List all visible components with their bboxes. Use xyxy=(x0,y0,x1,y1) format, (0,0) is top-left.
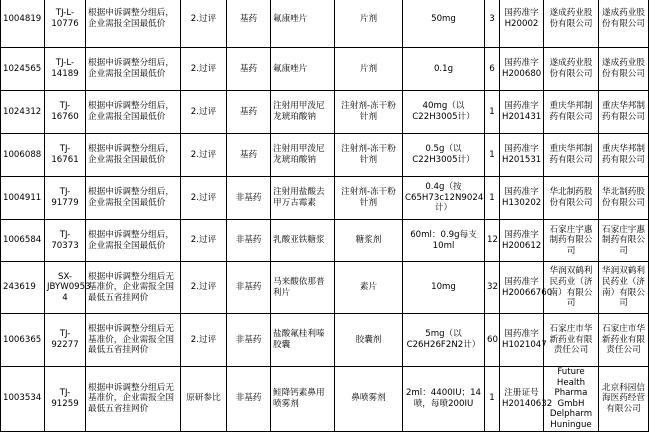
cell-drug-name: 乳酸亚铁糖浆 xyxy=(271,220,335,262)
cell-spec: 40mg（以C22H3005计） xyxy=(403,91,485,134)
cell-license-holder: 石家庄宇惠制药有限公司 xyxy=(599,220,649,262)
table-row xyxy=(1,0,649,48)
cell-id: 1024565 xyxy=(1,48,45,91)
cell-license-holder: 石家庄市华新药业有限责任公司 xyxy=(599,314,649,367)
cell-manufacturer: Future Health Pharma GmbH Delpharm Huningue xyxy=(544,367,599,432)
cell-status: 2.过评 xyxy=(181,0,227,48)
table-row xyxy=(1,91,649,134)
cell-drug-name: 鲑降钙素鼻用喷雾剂 xyxy=(271,367,335,432)
cell-quantity: 1 xyxy=(485,367,500,432)
cell-category: 基药 xyxy=(227,0,271,48)
table-row xyxy=(1,177,649,220)
cell-dosage-form: 注射剂-冻干粉针剂 xyxy=(335,134,403,177)
cell-drug-name: 盐酸氟桂利嗪胶囊 xyxy=(271,314,335,367)
cell-spec: 50mg xyxy=(403,0,485,48)
cell-code: TJ-L-10776 xyxy=(45,0,86,48)
cell-status: 2.过评 xyxy=(181,134,227,177)
cell-id: 1006088 xyxy=(1,134,45,177)
cell-reason: 根据申诉调整分组后无基准价，企业需报全国最低五省挂网价 xyxy=(86,314,181,367)
cell-category: 非基药 xyxy=(227,262,271,314)
cell-dosage-form: 片剂 xyxy=(335,48,403,91)
cell-code: SX-JBYW0953 4 xyxy=(45,262,86,314)
cell-spec: 2ml：4400IU；14喷，每喷200IU xyxy=(403,367,485,432)
cell-category: 基药 xyxy=(227,134,271,177)
cell-spec: 5mg（以C26H26F2N2计） xyxy=(403,314,485,367)
cell-quantity: 1 xyxy=(485,177,500,220)
cell-approval-number: 国药准字H201431 xyxy=(500,91,544,134)
cell-drug-name: 氟康唑片 xyxy=(271,48,335,91)
cell-id: 1004819 xyxy=(1,0,45,48)
cell-approval-number: 国药准字H200612 xyxy=(500,220,544,262)
table-row xyxy=(1,48,649,91)
cell-drug-name: 注射用盐酸去甲万古霉素 xyxy=(271,177,335,220)
cell-reason: 根据申诉调整分组后，企业需报全国最低价 xyxy=(86,48,181,91)
cell-code: TJ-16760 xyxy=(45,91,86,134)
cell-license-holder: 重庆华邦制药有限公司 xyxy=(599,91,649,134)
cell-approval-number: 国药准字H20066760 xyxy=(500,262,544,314)
table-row xyxy=(1,367,649,432)
cell-approval-number: 注册证号H20140632 xyxy=(500,367,544,432)
cell-reason: 根据申诉调整分组后无基准价，企业需报全国最低五省挂网价 xyxy=(86,367,181,432)
cell-code: TJ-16761 xyxy=(45,134,86,177)
cell-manufacturer: 石家庄市华新药业有限责任公司 xyxy=(544,314,599,367)
cell-status: 2.过评 xyxy=(181,220,227,262)
cell-approval-number: 国药准字H200680 xyxy=(500,48,544,91)
cell-approval-number: 国药准字H20002 xyxy=(500,0,544,48)
cell-id: 243619 xyxy=(1,262,45,314)
cell-status: 2.过评 xyxy=(181,91,227,134)
cell-quantity: 1 xyxy=(485,91,500,134)
cell-drug-name: 马来酸依那普利片 xyxy=(271,262,335,314)
cell-dosage-form: 注射剂-冻干粉针剂 xyxy=(335,91,403,134)
cell-license-holder: 重庆华邦制药有限公司 xyxy=(599,134,649,177)
cell-manufacturer: 重庆华邦制药有限公司 xyxy=(544,91,599,134)
cell-approval-number: 国药准字H1021047 xyxy=(500,314,544,367)
cell-category: 基药 xyxy=(227,48,271,91)
cell-quantity: 60 xyxy=(485,314,500,367)
cell-dosage-form: 胶囊剂 xyxy=(335,314,403,367)
cell-dosage-form: 糖浆剂 xyxy=(335,220,403,262)
table-row xyxy=(1,220,649,262)
cell-id: 1006365 xyxy=(1,314,45,367)
cell-manufacturer: 遂成药业股份有限公司 xyxy=(544,0,599,48)
cell-status: 2.过评 xyxy=(181,48,227,91)
cell-id: 1006584 xyxy=(1,220,45,262)
cell-code: TJ-91259 xyxy=(45,367,86,432)
cell-code: TJ-L-14189 xyxy=(45,48,86,91)
cell-dosage-form: 片剂 xyxy=(335,0,403,48)
cell-approval-number: 国药准字H130202 xyxy=(500,177,544,220)
cell-reason: 根据申诉调整分组后，企业需报全国最低价 xyxy=(86,177,181,220)
cell-drug-name: 注射用甲泼尼龙琥珀酸钠 xyxy=(271,134,335,177)
cell-spec: 0.1g xyxy=(403,48,485,91)
cell-code: TJ-70373 xyxy=(45,220,86,262)
cell-category: 非基药 xyxy=(227,220,271,262)
cell-quantity: 1 xyxy=(485,134,500,177)
cell-category: 非基药 xyxy=(227,314,271,367)
cell-code: TJ-91779 xyxy=(45,177,86,220)
cell-manufacturer: 遂成药业股份有限公司 xyxy=(544,48,599,91)
cell-approval-number: 国药准字H201531 xyxy=(500,134,544,177)
cell-reason: 根据申诉调整分组后，企业需报全国最低价 xyxy=(86,220,181,262)
cell-dosage-form: 注射剂-冻干粉针剂 xyxy=(335,177,403,220)
cell-reason: 根据申诉调整分组后，企业需报全国最低价 xyxy=(86,0,181,48)
cell-quantity: 12 xyxy=(485,220,500,262)
cell-id: 1003534 xyxy=(1,367,45,432)
cell-dosage-form: 素片 xyxy=(335,262,403,314)
cell-category: 非基药 xyxy=(227,367,271,432)
cell-reason: 根据申诉调整分组后无基准价，企业需报全国最低五省挂网价 xyxy=(86,262,181,314)
cell-license-holder: 遂成药业股份有限公司 xyxy=(599,48,649,91)
cell-license-holder: 华北制药股份有限公司 xyxy=(599,177,649,220)
table-row xyxy=(1,262,649,314)
cell-manufacturer: 华北制药股份有限公司 xyxy=(544,177,599,220)
cell-code: TJ-92277 xyxy=(45,314,86,367)
cell-category: 非基药 xyxy=(227,177,271,220)
cell-id: 1004911 xyxy=(1,177,45,220)
cell-drug-name: 注射用甲泼尼龙琥珀酸钠 xyxy=(271,91,335,134)
cell-drug-name: 氟康唑片 xyxy=(271,0,335,48)
table-row xyxy=(1,314,649,367)
cell-id: 1024312 xyxy=(1,91,45,134)
cell-license-holder: 华润双鹤利民药业（济南）有限公司 xyxy=(599,262,649,314)
cell-spec: 0.4g（按C65H73c12N9024计） xyxy=(403,177,485,220)
cell-status: 2.过评 xyxy=(181,314,227,367)
cell-spec: 0.5g（以C22H3005计） xyxy=(403,134,485,177)
cell-dosage-form: 鼻喷雾剂 xyxy=(335,367,403,432)
table-row xyxy=(1,134,649,177)
cell-status: 原研参比 xyxy=(181,367,227,432)
cell-category: 基药 xyxy=(227,91,271,134)
cell-license-holder: 遂成药业股份有限公司 xyxy=(599,0,649,48)
cell-spec: 10mg xyxy=(403,262,485,314)
cell-status: 2.过评 xyxy=(181,177,227,220)
cell-manufacturer: 重庆华邦制药有限公司 xyxy=(544,134,599,177)
cell-quantity: 3 xyxy=(485,0,500,48)
cell-manufacturer: 石家庄宇惠制药有限公司 xyxy=(544,220,599,262)
cell-manufacturer: 华润双鹤利民药业（济南）有限公司 xyxy=(544,262,599,314)
cell-reason: 根据申诉调整分组后，企业需报全国最低价 xyxy=(86,91,181,134)
cell-quantity: 32 xyxy=(485,262,500,314)
cell-spec: 60ml：0.9g每支10ml xyxy=(403,220,485,262)
cell-status: 2.过评 xyxy=(181,262,227,314)
cell-reason: 根据申诉调整分组后，企业需报全国最低价 xyxy=(86,134,181,177)
cell-license-holder: 北京科园信海医药经营有限公司 xyxy=(599,367,649,432)
cell-quantity: 6 xyxy=(485,48,500,91)
